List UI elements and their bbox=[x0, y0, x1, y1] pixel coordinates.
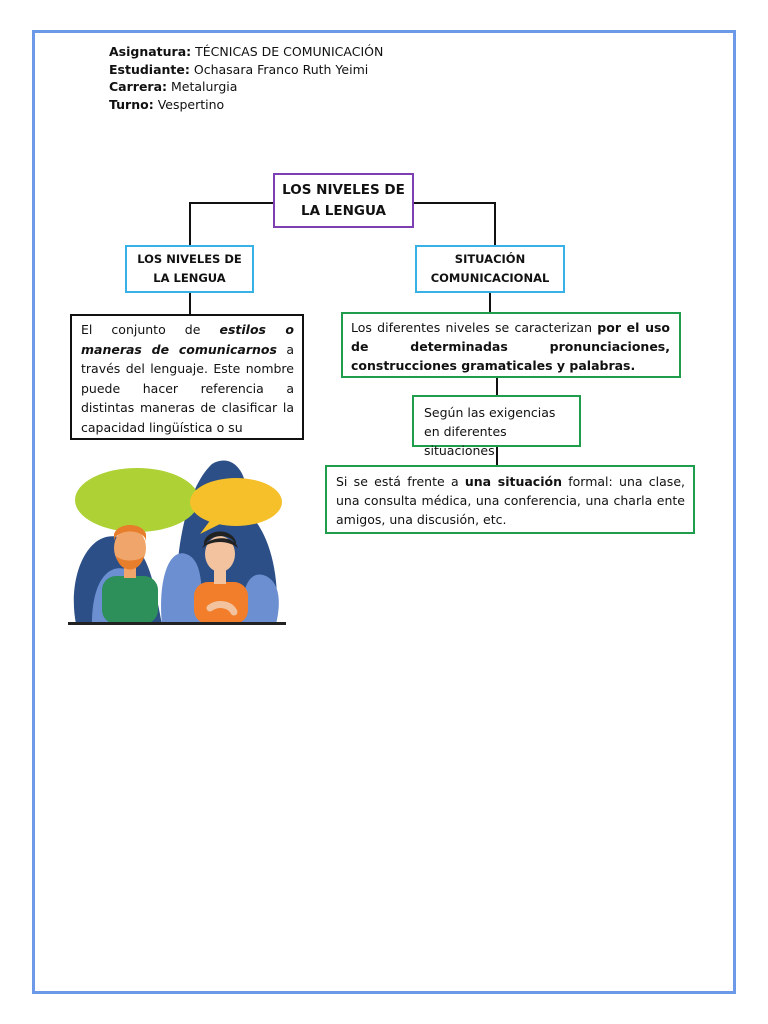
formal-situation-box: Si se está frente a una situación formal: una clase, una consulta médica, una conferencia, una charla ente amigos, una discusión, etc. bbox=[325, 465, 695, 534]
document-header bbox=[109, 43, 383, 113]
connector-right-vertical bbox=[494, 202, 496, 246]
connector-left-horizontal bbox=[190, 202, 274, 204]
connector-right-down bbox=[489, 292, 491, 313]
right-heading-box: SITUACIÓN COMUNICACIONAL bbox=[415, 245, 565, 293]
subject-line: Asignatura: TÉCNICAS DE COMUNICACIÓN bbox=[109, 44, 384, 59]
definition-box: El conjunto de estilos o maneras de comunicarnos a través del lenguaje. Este nombre puede hacer referencia a distintas maneras de clasificar la capacidad lingüística o su bbox=[70, 314, 304, 440]
connector-left-down bbox=[189, 292, 191, 315]
connector-right-horizontal bbox=[413, 202, 495, 204]
career-line: Carrera: Metalurgia bbox=[109, 79, 238, 94]
map-title-box: LOS NIVELES DE LA LENGUA bbox=[273, 173, 414, 228]
connector-left-vertical bbox=[189, 202, 191, 246]
conversation-illustration bbox=[62, 452, 292, 632]
demands-box: Según las exigencias en diferentes situaciones. bbox=[412, 395, 581, 447]
left-heading-box: LOS NIVELES DE LA LENGUA bbox=[125, 245, 254, 293]
student-line: Estudiante: Ochasara Franco Ruth Yeimi bbox=[109, 61, 369, 77]
shift-line: Turno: Vespertino bbox=[109, 96, 225, 112]
levels-characteristics-box: Los diferentes niveles se caracterizan por el uso de determinadas pronunciaciones, construcciones gramaticales y palabras. bbox=[341, 312, 681, 378]
connector-levels-demands bbox=[496, 377, 498, 396]
